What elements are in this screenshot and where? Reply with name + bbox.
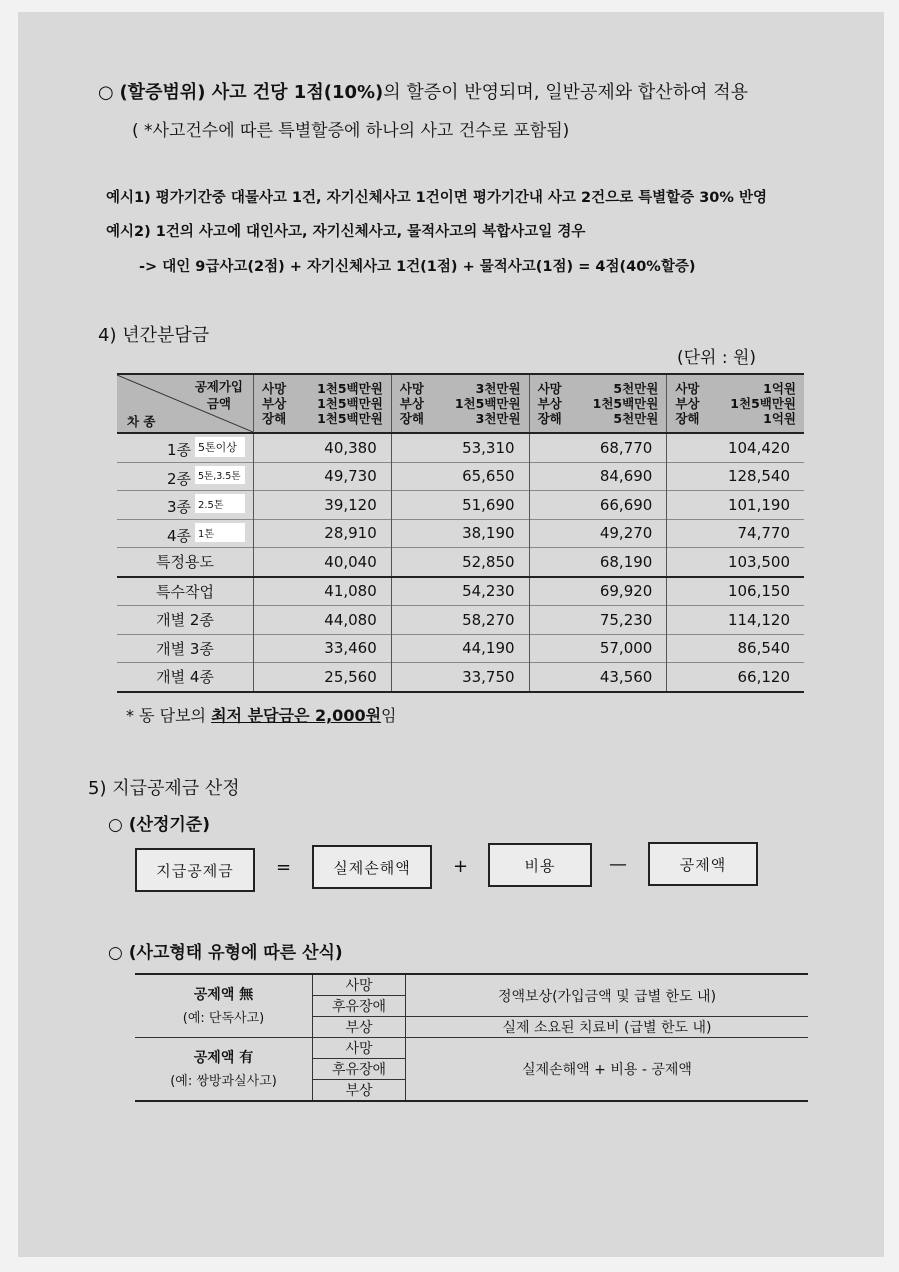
- table-row: [117, 606, 804, 635]
- table-cell: 66,690: [529, 491, 667, 520]
- column-header: 사망 1억원 부상 1천5백만원 장해 1억원: [667, 374, 804, 433]
- table-row: [117, 433, 804, 462]
- table-cell: 33,750: [391, 663, 529, 692]
- contribution-table: [117, 373, 804, 693]
- types-label: ○ (사고형태 유형에 따른 산식): [108, 943, 343, 963]
- group-1-title: 공제액 無: [193, 987, 254, 1003]
- item-death: 사망: [313, 974, 406, 996]
- table-cell: 103,500: [667, 548, 804, 577]
- group-1-cell: [135, 974, 313, 1038]
- item-injury: 부상: [313, 1017, 406, 1038]
- row-label: 특정용도: [156, 553, 214, 572]
- table-cell: 86,540: [667, 634, 804, 663]
- surcharge-note: ( *사고건수에 따른 특별할증에 하나의 사고 건수로 포함됨): [132, 121, 570, 141]
- rule-medical: 실제 소요된 치료비 (급별 한도 내): [406, 1017, 809, 1038]
- group-2-example: (예: 쌍방과실사고): [170, 1074, 277, 1089]
- table-cell: 68,190: [529, 548, 667, 577]
- table-cell: 49,730: [254, 462, 392, 491]
- table-cell: 84,690: [529, 462, 667, 491]
- table-cell: 104,420: [667, 433, 804, 462]
- table-cell: 114,120: [667, 606, 804, 635]
- actual-loss-box: 실제손해액: [312, 845, 432, 889]
- item-injury: 부상: [313, 1080, 406, 1102]
- accident-type-table: [135, 973, 808, 1102]
- ton-label: 5톤이상: [195, 437, 245, 457]
- footnote: [126, 703, 397, 726]
- row-label: 개별 2종: [156, 611, 214, 630]
- table-cell: 43,560: [529, 663, 667, 692]
- table-cell: 54,230: [391, 577, 529, 606]
- row-label-cell: [117, 519, 254, 548]
- table-row: [117, 548, 804, 577]
- corner-top: 공제가입: [194, 379, 243, 394]
- ton-label: 2.5톤: [195, 494, 245, 513]
- plus-sign: +: [453, 856, 469, 877]
- ton-label: 5톤,3.5톤: [195, 466, 245, 484]
- item-death: 사망: [313, 1038, 406, 1059]
- group-2-cell: [135, 1038, 313, 1102]
- table-cell: 52,850: [391, 548, 529, 577]
- example-1: 예시1) 평가기간중 대물사고 1건, 자기신체사고 1건이면 평가기간내 사고 2건으로 특별할증 30% 반영: [106, 190, 767, 206]
- table-cell: 25,560: [254, 663, 392, 692]
- table-row: [117, 519, 804, 548]
- table-cell: 128,540: [667, 462, 804, 491]
- criteria-label: ○ (산정기준): [108, 815, 210, 835]
- equals-sign: =: [276, 857, 292, 878]
- table-cell: 58,270: [391, 606, 529, 635]
- table-cell: 44,190: [391, 634, 529, 663]
- table-row: [117, 577, 804, 606]
- row-label-cell: [117, 491, 254, 520]
- table-cell: 66,120: [667, 663, 804, 692]
- corner-mid: 금액: [206, 396, 231, 411]
- deductible-box: 공제액: [648, 842, 758, 886]
- table-cell: 101,190: [667, 491, 804, 520]
- table-cell: 53,310: [391, 433, 529, 462]
- row-label: 2종: [167, 469, 192, 488]
- table-cell: 75,230: [529, 606, 667, 635]
- table-row: [117, 663, 804, 692]
- table-row: [117, 462, 804, 491]
- table-header-row: [117, 374, 804, 433]
- table-cell: 44,080: [254, 606, 392, 635]
- unit-label: (단위 : 원): [677, 348, 757, 368]
- formula-result-box: 지급공제금: [135, 848, 255, 892]
- minus-sign: —: [609, 854, 627, 875]
- surcharge-text: 의 할증이 반영되며, 일반공제와 합산하여 적용: [383, 82, 748, 103]
- bullet: ○: [98, 82, 114, 103]
- group-2-title: 공제액 有: [193, 1050, 254, 1066]
- table-row: [117, 491, 804, 520]
- row-label: 개별 3종: [156, 639, 214, 658]
- corner-bottom: 차 종: [127, 414, 156, 429]
- table-cell: 68,770: [529, 433, 667, 462]
- table-cell: 106,150: [667, 577, 804, 606]
- table-cell: 74,770: [667, 519, 804, 548]
- rule-fixed: 정액보상(가입금액 및 급별 한도 내): [406, 974, 809, 1017]
- table-cell: 49,270: [529, 519, 667, 548]
- row-label: 개별 4종: [156, 668, 214, 687]
- item-disability: 후유장애: [313, 1059, 406, 1080]
- table-cell: 69,920: [529, 577, 667, 606]
- item-disability: 후유장애: [313, 996, 406, 1017]
- table-cell: 41,080: [254, 577, 392, 606]
- table-cell: 33,460: [254, 634, 392, 663]
- table-row: [117, 634, 804, 663]
- cost-box: 비용: [488, 843, 592, 887]
- table-cell: 38,190: [391, 519, 529, 548]
- table-cell: 39,120: [254, 491, 392, 520]
- row-label: 4종: [167, 526, 192, 545]
- column-header: 사망 3천만원 부상 1천5백만원 장해 3천만원: [391, 374, 529, 433]
- table-cell: 40,380: [254, 433, 392, 462]
- table-cell: 51,690: [391, 491, 529, 520]
- table-row: [135, 1038, 808, 1059]
- row-label: 1종: [167, 441, 192, 459]
- rule-formula: 실제손해액 + 비용 - 공제액: [406, 1038, 809, 1102]
- corner-header: [117, 374, 254, 433]
- group-1-example: (예: 단독사고): [182, 1011, 265, 1026]
- row-label: 특수작업: [156, 582, 214, 601]
- row-label-cell: [117, 462, 254, 491]
- table-cell: 28,910: [254, 519, 392, 548]
- example-2: 예시2) 1건의 사고에 대인사고, 자기신체사고, 물적사고의 복합사고일 경우: [106, 224, 586, 240]
- row-label-cell: [117, 433, 254, 462]
- column-header: 사망 1천5백만원 부상 1천5백만원 장해 1천5백만원: [254, 374, 392, 433]
- footnote-post: 임: [381, 706, 397, 725]
- section-4-title: 4) 년간분담금: [98, 325, 210, 346]
- table-row: [135, 974, 808, 996]
- section-5-title: 5) 지급공제금 산정: [88, 778, 240, 799]
- table-cell: 65,650: [391, 462, 529, 491]
- example-2-calc: -> 대인 9급사고(2점) + 자기신체사고 1건(1점) + 물적사고(1점) = 4점(40%할증): [139, 259, 696, 275]
- table-cell: 57,000: [529, 634, 667, 663]
- surcharge-paragraph: [98, 78, 748, 104]
- ton-label: 1톤: [195, 523, 245, 542]
- table-cell: 40,040: [254, 548, 392, 577]
- row-label: 3종: [167, 498, 192, 516]
- footnote-pre: * 동 담보의: [126, 706, 212, 725]
- column-header: 사망 5천만원 부상 1천5백만원 장해 5천만원: [529, 374, 667, 433]
- footnote-bold: 최저 분담금은 2,000원: [211, 706, 382, 725]
- surcharge-bold-label: (할증범위) 사고 건당 1점(10%): [119, 82, 384, 103]
